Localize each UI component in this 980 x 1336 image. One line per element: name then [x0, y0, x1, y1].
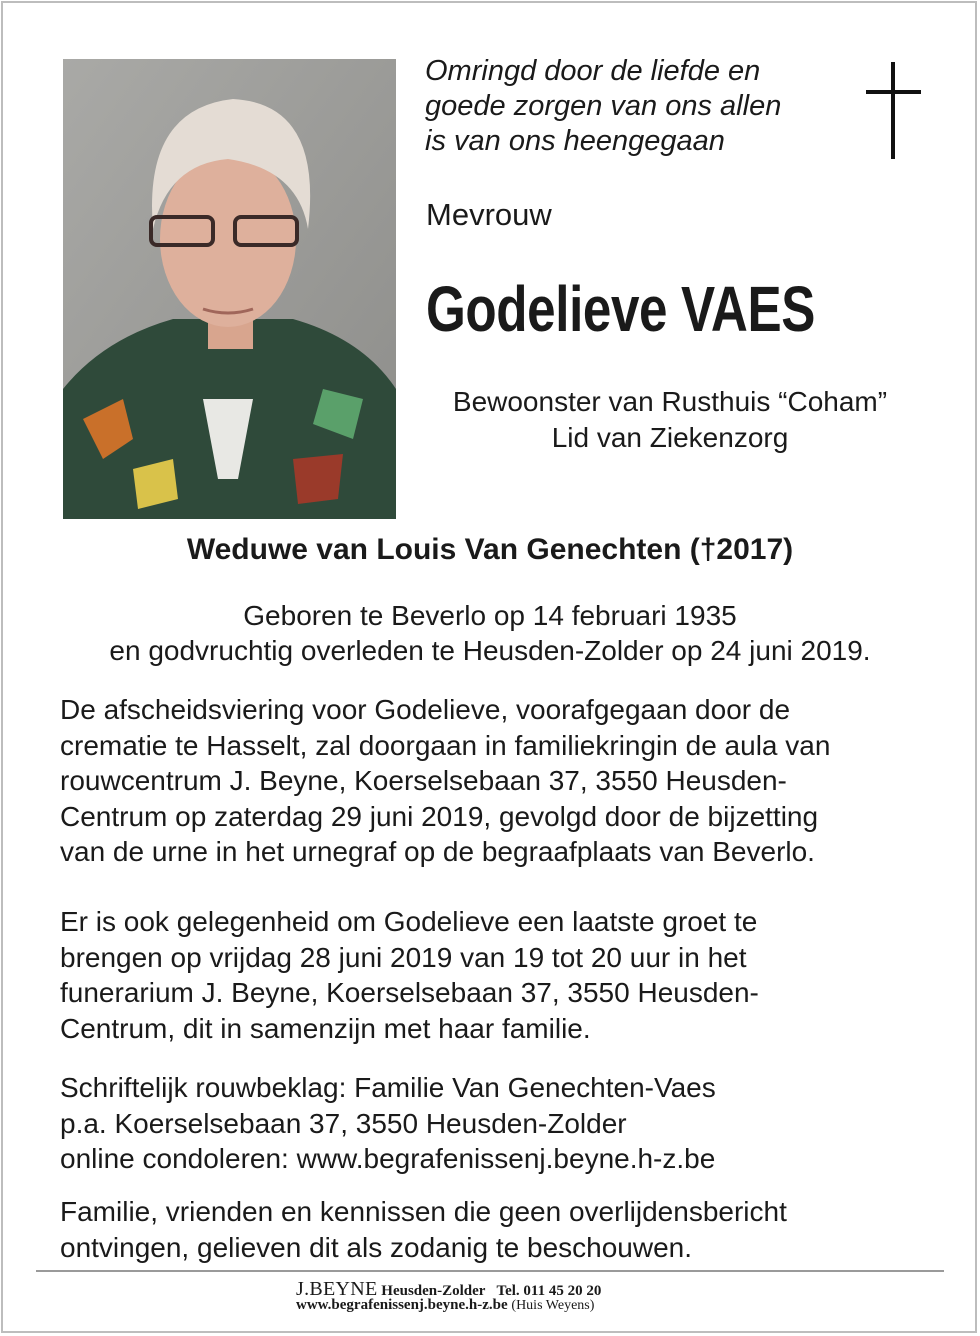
- ceremony-line: Centrum op zaterdag 29 juni 2019, gevolgd door de bijzetting: [60, 800, 819, 832]
- salutation: Mevrouw: [426, 197, 552, 232]
- intro-line: goede zorgen van ons allen: [425, 90, 782, 122]
- footer-location: Heusden-Zolder: [381, 1283, 486, 1299]
- visit-line: funerarium J. Beyne, Koerselsebaan 37, 3550 Heusden-: [60, 977, 759, 1008]
- footer-house: (Huis Weyens): [511, 1298, 595, 1313]
- born-line: en godvruchtig overleden te Heusden-Zolder op 24 juni 2019.: [109, 635, 871, 666]
- funeral-home-logo: J.BEYNE: [296, 1278, 378, 1300]
- footer-website: www.begrafenissenj.beyne.h-z.be: [296, 1297, 508, 1313]
- condolence-website: online condoleren: www.begrafenissenj.beyne.h-z.be: [60, 1143, 716, 1174]
- role-line: Bewoonster van Rusthuis “Coham”: [452, 386, 888, 417]
- intro-text: [425, 54, 781, 159]
- condolence-paragraph: [60, 1070, 716, 1177]
- footer-phone: Tel. 011 45 20 20: [496, 1283, 602, 1299]
- visit-paragraph: [60, 904, 759, 1046]
- portrait-photo: [63, 59, 396, 519]
- deceased-name: Godelieve VAES: [426, 273, 815, 345]
- cross-icon: [866, 62, 921, 159]
- born-line: Geboren te Beverlo op 14 februari 1935: [243, 600, 737, 631]
- ceremony-line: De afscheidsviering voor Godelieve, voorafgegaan door de: [60, 694, 791, 725]
- condolence-line: p.a. Koerselsebaan 37, 3550 Heusden-Zolder: [60, 1107, 627, 1139]
- closing-line: ontvingen, gelieven dit als zodanig te beschouwen.: [60, 1231, 692, 1263]
- ceremony-paragraph: [60, 692, 830, 870]
- closing-paragraph: [60, 1194, 787, 1265]
- footer-divider: [36, 1270, 944, 1272]
- condolence-line: Schriftelijk rouwbeklag: Familie Van Genechten-Vaes: [60, 1072, 716, 1103]
- birth-death-info: [0, 598, 980, 668]
- intro-line: Omringd door de liefde en: [425, 55, 761, 87]
- intro-line: is van ons heengegaan: [425, 125, 725, 157]
- ceremony-line: crematie te Hasselt, zal doorgaan in familiekringin de aula van: [60, 729, 831, 761]
- closing-line: Familie, vrienden en kennissen die geen overlijdensbericht: [60, 1196, 787, 1227]
- visit-line: Centrum, dit in samenzijn met haar familie.: [60, 1012, 591, 1044]
- visit-line: Er is ook gelegenheid om Godelieve een laatste groet te: [60, 906, 758, 937]
- widow-line: Weduwe van Louis Van Genechten (†2017): [186, 533, 794, 566]
- footer: [296, 1278, 601, 1314]
- role-line: Lid van Ziekenzorg: [551, 422, 789, 453]
- visit-line: brengen op vrijdag 28 juni 2019 van 19 tot 20 uur in het: [60, 941, 747, 973]
- ceremony-line: rouwcentrum J. Beyne, Koerselsebaan 37, 3550 Heusden-: [60, 765, 787, 796]
- roles: [400, 384, 940, 456]
- ceremony-line: van de urne in het urnegraf op de begraafplaats van Beverlo.: [60, 836, 815, 867]
